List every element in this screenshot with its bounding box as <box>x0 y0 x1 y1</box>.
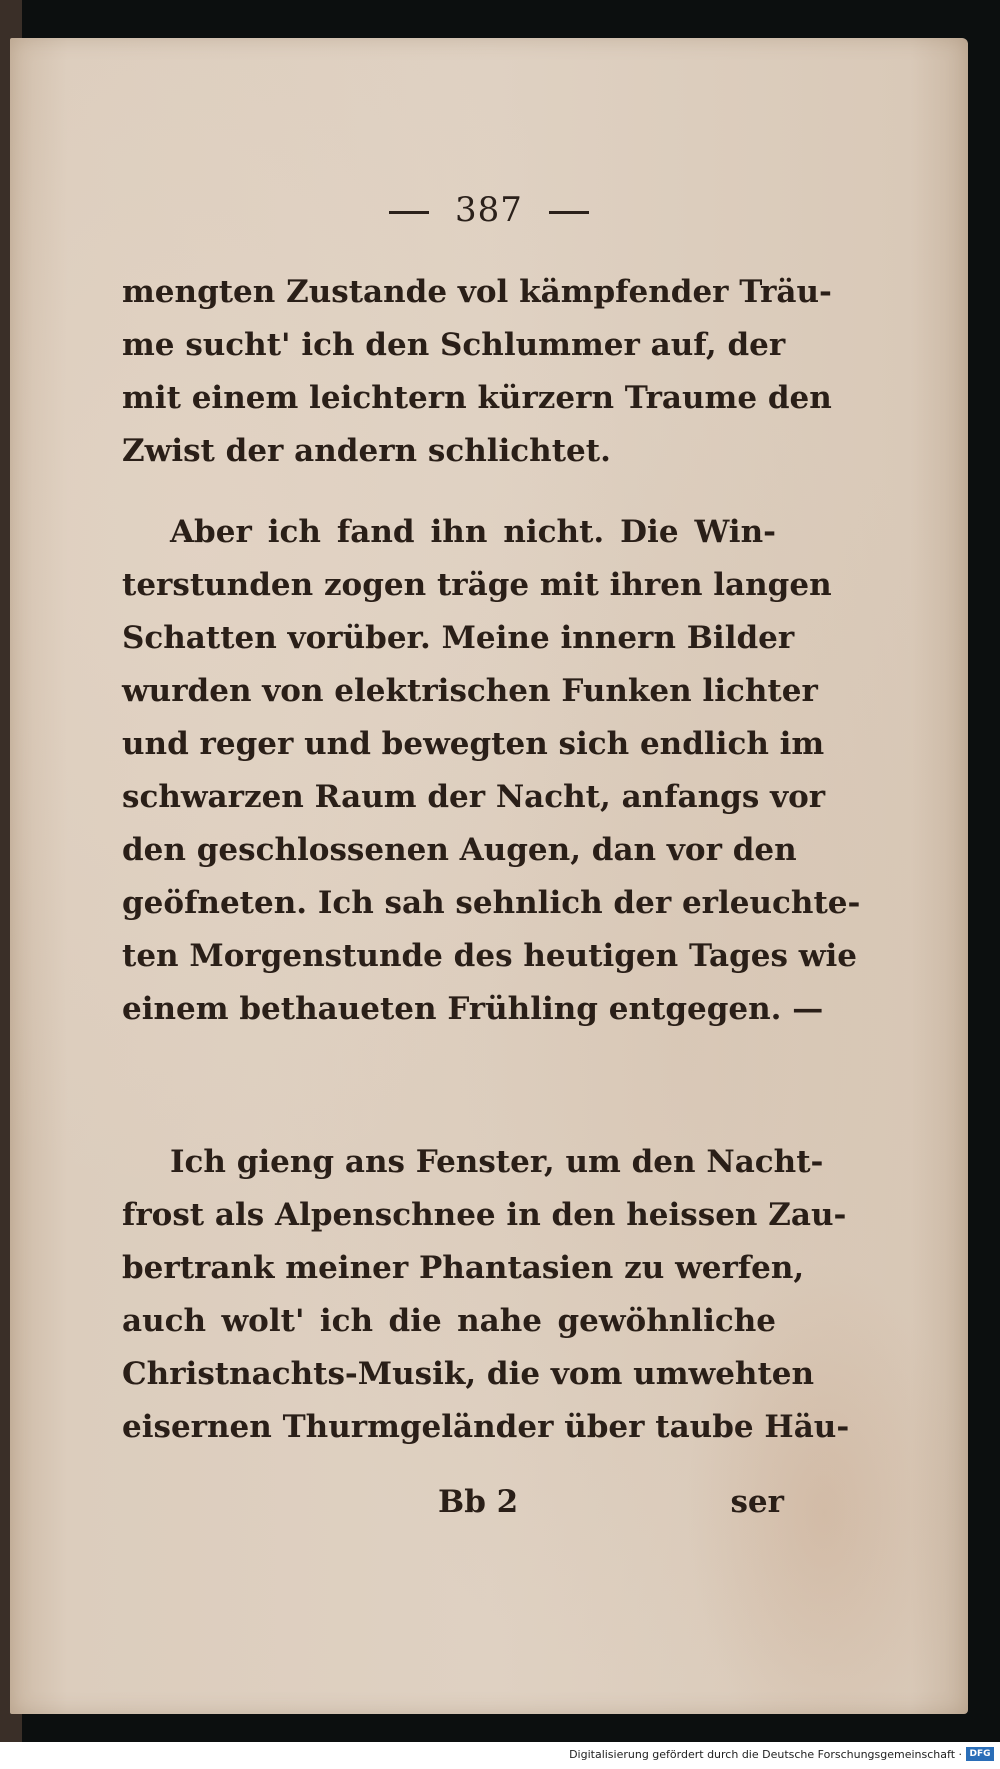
text-line: me sucht' ich den Schlummer auf, der <box>122 327 786 363</box>
text-line: mit einem leichtern kürzern Traume den <box>122 380 832 416</box>
text-line: einem bethaueten Frühling entgegen. — <box>122 991 824 1027</box>
page-number: 387 <box>455 190 523 230</box>
page-footer <box>122 1484 784 1528</box>
dfg-logo: DFG <box>966 1747 994 1761</box>
header-dash-left <box>389 211 429 214</box>
text-line: Zwist der andern schlichtet. <box>122 433 611 469</box>
text-line: terstunden zogen träge mit ihren langen <box>122 567 832 603</box>
catchword: ser <box>730 1484 784 1520</box>
text-line: mengten Zustande vol kämpfender Träu- <box>122 274 832 310</box>
digitization-credit: Digitalisierung gefördert durch die Deutsche Forschungsgemeinschaft · <box>569 1748 962 1761</box>
text-line: frost als Alpenschnee in den heissen Zau- <box>122 1197 847 1233</box>
text-line: bertrank meiner Phantasien zu werfen, <box>122 1250 805 1286</box>
book-page <box>10 38 968 1714</box>
text-line: geöfneten. Ich sah sehnlich der erleuchte- <box>122 885 861 921</box>
text-line: Christnachts-Musik, die vom umwehten <box>122 1356 815 1392</box>
paragraph-1 <box>122 266 832 478</box>
text-line: Ich gieng ans Fenster, um den Nacht- <box>170 1144 824 1180</box>
paragraph-2 <box>122 506 861 1036</box>
header-dash-right <box>549 211 589 214</box>
text-line: Schatten vorüber. Meine innern Bilder <box>122 620 795 656</box>
text-line: wurden von elektrischen Funken lichter <box>122 673 818 709</box>
text-line: den geschlossenen Augen, dan vor den <box>122 832 797 868</box>
text-line: auch wolt' ich die nahe gewöhnliche <box>122 1303 776 1339</box>
page-header <box>10 190 968 230</box>
paragraph-3 <box>122 1136 850 1454</box>
text-line: Aber ich fand ihn nicht. Die Win- <box>170 514 776 550</box>
text-line: und reger und bewegten sich endlich im <box>122 726 825 762</box>
text-line: eisernen Thurmgeländer über taube Häu- <box>122 1409 850 1445</box>
text-line: ten Morgenstunde des heutigen Tages wie <box>122 938 857 974</box>
signature-mark: Bb 2 <box>438 1484 519 1520</box>
text-line: schwarzen Raum der Nacht, anfangs vor <box>122 779 826 815</box>
